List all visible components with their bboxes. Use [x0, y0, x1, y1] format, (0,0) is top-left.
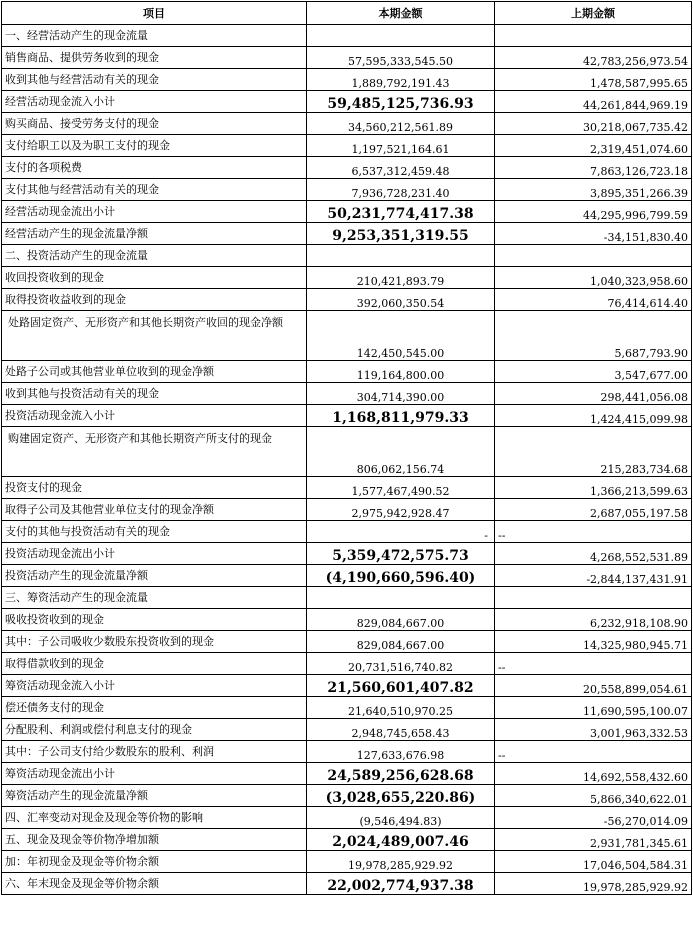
table-row	[2, 697, 692, 719]
current-amount: (3,028,655,220.86)	[307, 785, 495, 807]
current-amount: 57,595,333,545.50	[307, 47, 495, 69]
table-row	[2, 851, 692, 873]
row-label: 其中：子公司吸收少数股东投资收到的现金	[2, 631, 307, 653]
table-row	[2, 267, 692, 289]
row-label: 投资支付的现金	[2, 477, 307, 499]
header-item: 项目	[2, 2, 307, 25]
row-label: 经营活动现金流出小计	[2, 201, 307, 223]
row-label: 投资活动现金流出小计	[2, 543, 307, 565]
prior-amount: -34,151,830.40	[495, 223, 692, 245]
row-label: 加：年初现金及现金等价物余额	[2, 851, 307, 873]
current-amount: 1,197,521,164.61	[307, 135, 495, 157]
prior-amount: 1,478,587,995.65	[495, 69, 692, 91]
table-row	[2, 223, 692, 245]
table-row	[2, 499, 692, 521]
table-body	[2, 25, 692, 895]
row-label: 吸收投资收到的现金	[2, 609, 307, 631]
prior-amount: 17,046,504,584.31	[495, 851, 692, 873]
prior-amount: 30,218,067,735.42	[495, 113, 692, 135]
row-label: 三、筹资活动产生的现金流量	[2, 587, 307, 609]
prior-amount: 11,690,595,100.07	[495, 697, 692, 719]
row-label: 筹资活动现金流入小计	[2, 675, 307, 697]
prior-amount: 1,424,415,099.98	[495, 405, 692, 427]
row-label: 分配股利、利润或偿付利息支付的现金	[2, 719, 307, 741]
prior-amount: 14,692,558,432.60	[495, 763, 692, 785]
table-row	[2, 763, 692, 785]
table-row	[2, 675, 692, 697]
table-row	[2, 405, 692, 427]
row-label: 四、汇率变动对现金及现金等价物的影响	[2, 807, 307, 829]
table-row	[2, 653, 692, 675]
header-row	[2, 2, 692, 25]
prior-amount: 3,547,677.00	[495, 361, 692, 383]
current-amount	[307, 587, 495, 609]
row-label: 处路子公司或其他营业单位收到的现金净额	[2, 361, 307, 383]
table-row	[2, 383, 692, 405]
row-label: 筹资活动现金流出小计	[2, 763, 307, 785]
prior-amount: 5,687,793.90	[495, 311, 692, 361]
row-label: 收到其他与经营活动有关的现金	[2, 69, 307, 91]
row-label: 支付的其他与投资活动有关的现金	[2, 521, 307, 543]
header-prior: 上期金额	[495, 2, 692, 25]
current-amount: -	[307, 521, 495, 543]
current-amount	[307, 25, 495, 47]
row-label: 筹资活动产生的现金流量净额	[2, 785, 307, 807]
row-label: 投资活动产生的现金流量净额	[2, 565, 307, 587]
row-label: 支付给职工以及为职工支付的现金	[2, 135, 307, 157]
prior-amount: 3,895,351,266.39	[495, 179, 692, 201]
row-label: 收到其他与投资活动有关的现金	[2, 383, 307, 405]
prior-amount: 3,001,963,332.53	[495, 719, 692, 741]
table-row	[2, 25, 692, 47]
prior-amount: 44,295,996,799.59	[495, 201, 692, 223]
table-row	[2, 361, 692, 383]
current-amount: (9,546,494.83)	[307, 807, 495, 829]
current-amount: 806,062,156.74	[307, 427, 495, 477]
row-label: 支付其他与经营活动有关的现金	[2, 179, 307, 201]
prior-amount: 1,366,213,599.63	[495, 477, 692, 499]
prior-amount: 14,325,980,945.71	[495, 631, 692, 653]
row-label: 销售商品、提供劳务收到的现金	[2, 47, 307, 69]
row-label: 购建固定资产、无形资产和其他长期资产所支付的现金	[2, 427, 307, 477]
table-row	[2, 427, 692, 477]
table-row	[2, 245, 692, 267]
row-label: 六、年末现金及现金等价物余额	[2, 873, 307, 895]
table-row	[2, 91, 692, 113]
table-row	[2, 135, 692, 157]
prior-amount: --	[495, 653, 692, 675]
current-amount: 5,359,472,575.73	[307, 543, 495, 565]
prior-amount	[495, 245, 692, 267]
row-label: 支付的各项税费	[2, 157, 307, 179]
prior-amount: -56,270,014.09	[495, 807, 692, 829]
current-amount	[307, 245, 495, 267]
table-row	[2, 741, 692, 763]
table-row	[2, 113, 692, 135]
current-amount: 20,731,516,740.82	[307, 653, 495, 675]
prior-amount: -2,844,137,431.91	[495, 565, 692, 587]
prior-amount: 215,283,734.68	[495, 427, 692, 477]
header-current: 本期金额	[307, 2, 495, 25]
current-amount: 22,002,774,937.38	[307, 873, 495, 895]
table-row	[2, 719, 692, 741]
current-amount: 59,485,125,736.93	[307, 91, 495, 113]
table-row	[2, 521, 692, 543]
table-row	[2, 873, 692, 895]
current-amount: 392,060,350.54	[307, 289, 495, 311]
table-row	[2, 565, 692, 587]
row-label: 取得投资收益收到的现金	[2, 289, 307, 311]
table-row	[2, 587, 692, 609]
prior-amount: --	[495, 521, 692, 543]
table-row	[2, 179, 692, 201]
table-row	[2, 631, 692, 653]
table-row	[2, 201, 692, 223]
table-row	[2, 157, 692, 179]
row-label: 取得借款收到的现金	[2, 653, 307, 675]
row-label: 购买商品、接受劳务支付的现金	[2, 113, 307, 135]
prior-amount	[495, 25, 692, 47]
current-amount: 829,084,667.00	[307, 631, 495, 653]
table-row	[2, 785, 692, 807]
current-amount: 9,253,351,319.55	[307, 223, 495, 245]
prior-amount	[495, 587, 692, 609]
current-amount: 2,948,745,658.43	[307, 719, 495, 741]
table-row	[2, 47, 692, 69]
current-amount: 21,640,510,970.25	[307, 697, 495, 719]
cash-flow-table	[1, 1, 692, 895]
prior-amount: 298,441,056.08	[495, 383, 692, 405]
current-amount: (4,190,660,596.40)	[307, 565, 495, 587]
current-amount: 210,421,893.79	[307, 267, 495, 289]
prior-amount: 2,931,781,345.61	[495, 829, 692, 851]
prior-amount: 4,268,552,531.89	[495, 543, 692, 565]
prior-amount: 42,783,256,973.54	[495, 47, 692, 69]
row-label: 二、投资活动产生的现金流量	[2, 245, 307, 267]
current-amount: 24,589,256,628.68	[307, 763, 495, 785]
current-amount: 2,975,942,928.47	[307, 499, 495, 521]
current-amount: 6,537,312,459.48	[307, 157, 495, 179]
current-amount: 19,978,285,929.92	[307, 851, 495, 873]
prior-amount: 76,414,614.40	[495, 289, 692, 311]
prior-amount: 44,261,844,969.19	[495, 91, 692, 113]
prior-amount: 19,978,285,929.92	[495, 873, 692, 895]
table-row	[2, 311, 692, 361]
prior-amount: 5,866,340,622.01	[495, 785, 692, 807]
table-row	[2, 543, 692, 565]
row-label: 经营活动产生的现金流量净额	[2, 223, 307, 245]
row-label: 处路固定资产、无形资产和其他长期资产收回的现金净额	[2, 311, 307, 361]
current-amount: 1,889,792,191.43	[307, 69, 495, 91]
prior-amount: 20,558,899,054.61	[495, 675, 692, 697]
row-label: 一、经营活动产生的现金流量	[2, 25, 307, 47]
current-amount: 50,231,774,417.38	[307, 201, 495, 223]
row-label: 收回投资收到的现金	[2, 267, 307, 289]
row-label: 取得子公司及其他营业单位支付的现金净额	[2, 499, 307, 521]
row-label: 五、现金及现金等价物净增加额	[2, 829, 307, 851]
current-amount: 34,560,212,561.89	[307, 113, 495, 135]
table-row	[2, 477, 692, 499]
current-amount: 829,084,667.00	[307, 609, 495, 631]
table-row	[2, 807, 692, 829]
current-amount: 2,024,489,007.46	[307, 829, 495, 851]
current-amount: 21,560,601,407.82	[307, 675, 495, 697]
prior-amount: 2,319,451,074.60	[495, 135, 692, 157]
table-row	[2, 69, 692, 91]
current-amount: 304,714,390.00	[307, 383, 495, 405]
table-row	[2, 609, 692, 631]
row-label: 偿还债务支付的现金	[2, 697, 307, 719]
current-amount: 127,633,676.98	[307, 741, 495, 763]
current-amount: 142,450,545.00	[307, 311, 495, 361]
current-amount: 7,936,728,231.40	[307, 179, 495, 201]
row-label: 投资活动现金流入小计	[2, 405, 307, 427]
table-row	[2, 829, 692, 851]
row-label: 经营活动现金流入小计	[2, 91, 307, 113]
table-row	[2, 289, 692, 311]
current-amount: 1,577,467,490.52	[307, 477, 495, 499]
prior-amount: 2,687,055,197.58	[495, 499, 692, 521]
current-amount: 119,164,800.00	[307, 361, 495, 383]
prior-amount: 7,863,126,723.18	[495, 157, 692, 179]
prior-amount: 6,232,918,108.90	[495, 609, 692, 631]
prior-amount: 1,040,323,958.60	[495, 267, 692, 289]
prior-amount: --	[495, 741, 692, 763]
row-label: 其中：子公司支付给少数股东的股利、利润	[2, 741, 307, 763]
current-amount: 1,168,811,979.33	[307, 405, 495, 427]
